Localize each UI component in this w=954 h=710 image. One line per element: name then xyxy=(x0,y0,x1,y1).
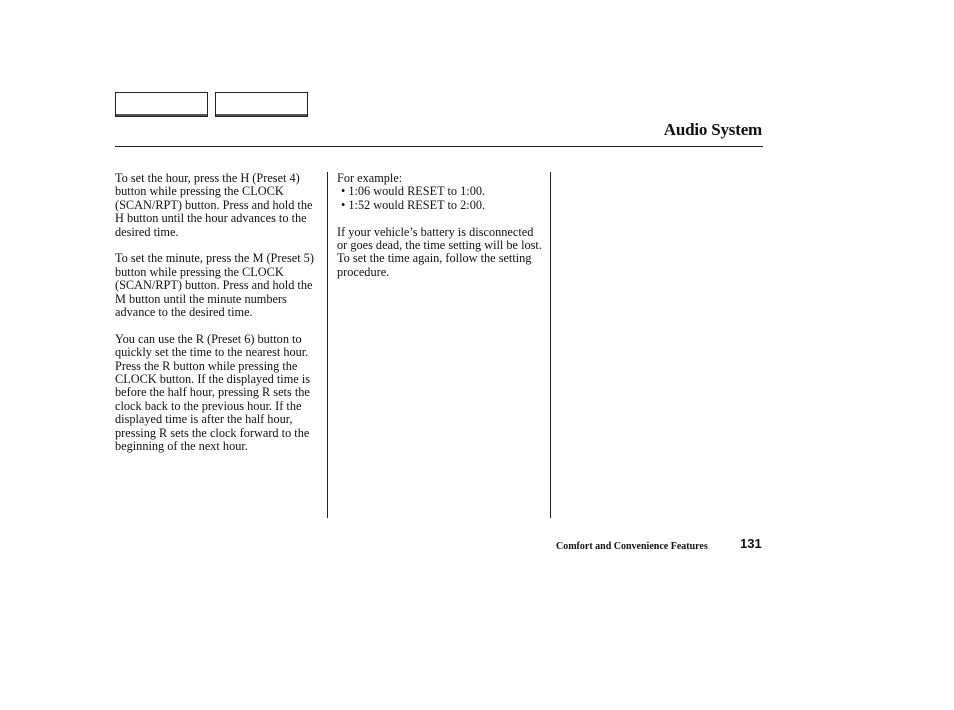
column-divider-right xyxy=(550,172,551,518)
nav-button-next[interactable] xyxy=(215,92,308,117)
footer-section-label: Comfort and Convenience Features xyxy=(556,541,708,552)
nav-button-previous[interactable] xyxy=(115,92,208,117)
middle-column xyxy=(337,172,542,293)
list-item: • 1:52 would RESET to 2:00. xyxy=(337,199,542,212)
left-column xyxy=(115,172,320,467)
list-item: • 1:06 would RESET to 1:00. xyxy=(337,185,542,198)
paragraph-set-minute: To set the minute, press the M (Preset 5) button while pressing the CLOCK (SCAN/RPT) button. Press and hold the M button until the minute numbers advance to the desired time. xyxy=(115,251,314,320)
example-list xyxy=(337,185,542,212)
column-divider-left xyxy=(327,172,328,518)
paragraph-set-hour: To set the hour, press the H (Preset 4) button while pressing the CLOCK (SCAN/RPT) button. Press and hold the H button until the hour advances to the desired time. xyxy=(115,171,313,239)
paragraph-battery-note: If your vehicle’s battery is disconnected or goes dead, the time setting will be lost. To set the time again, follow the setting procedure. xyxy=(337,224,542,279)
title-divider xyxy=(115,146,763,147)
paragraph-reset-hour: You can use the R (Preset 6) button to quickly set the time to the nearest hour. Press the R button while pressing the CLOCK button. If the displayed time is before the half hour, pressing R sets the clock back to the previous hour. If the displayed time is after the half hour, pressing R sets the clock forward to the beginning of the next hour. xyxy=(115,331,311,454)
example-intro: For example: xyxy=(337,171,403,185)
page-number: 131 xyxy=(740,536,762,551)
section-title: Audio System xyxy=(663,120,762,139)
